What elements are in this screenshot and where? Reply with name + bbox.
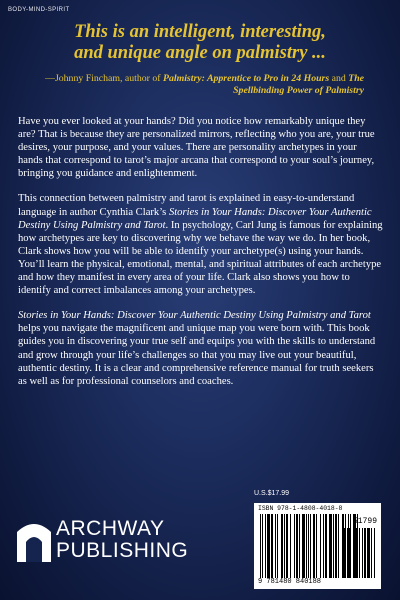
cover-footer: [0, 490, 400, 600]
publisher-subname: PUBLISHING: [56, 539, 189, 562]
attribution-joiner: and: [329, 73, 349, 84]
quote-line-2: and unique angle on palmistry ...: [74, 43, 326, 63]
paragraph-3-book-title: Stories in Your Hands: Discover Your Authentic Destiny Using Palmistry and Tarot: [18, 310, 371, 322]
barcode: [254, 503, 381, 589]
attribution-book-2: The Spellbinding Power of Palmistry: [233, 73, 364, 96]
isbn-text: ISBN 978-1-4808-4018-8: [258, 505, 343, 512]
quote-line-1: This is an intelligent, interesting,: [74, 22, 326, 42]
barcode-bars-icon: [254, 503, 381, 589]
paragraph-2-book-title: Stories in Your Hands: Discover Your Authentic Destiny Using Palmistry and Tarot: [18, 206, 372, 231]
description-body: [18, 115, 383, 400]
paragraph-2: [18, 192, 383, 297]
category-label: BODY-MIND-SPIRIT: [8, 7, 70, 13]
price-code-text: 51799: [352, 517, 377, 526]
attribution-book-1: Palmistry: Apprentice to Pro in 24 Hours: [162, 73, 330, 84]
paragraph-1: Have you ever looked at your hands? Did you notice how remarkably unique they are? That is because they are personalized mirrors, reflecting who you are, your true desires, your purpose, and your values. There are personality archetypes in your hands that correspond to tarot’s major arcana that correspond to your soul’s journey, bringing you guidance and enlightenment.: [18, 116, 375, 180]
paragraph-2-end: . In psychology, Carl Jung is famous for explaining how archetypes are key to discovering why we behave the way we do. In her book, Clark shows how you will be able to identify your archetype(s) using your hands. You’ll learn the physical, emotional, mental, and spiritual attributes of each archetype and how they manifest in every area of your life. Clark also shows you how to identify and correct imbalances among your archetypes.: [18, 219, 383, 297]
paragraph-3: [18, 309, 383, 388]
paragraph-3-end: helps you navigate the magnificent and unique map you were born with. This book guides you in discovering your true self and equips you with the skills to understand and grow through your life’s challenges so that you may live out your beautiful, authentic destiny. It is a clear and comprehensive reference manual for truth seekers as well as for professional counselors and coaches.: [18, 323, 376, 387]
publisher-name: ARCHWAY: [56, 517, 165, 540]
price-label: U.S.$17.99: [254, 490, 290, 497]
pull-quote: [0, 22, 400, 64]
paragraph-2-start: This connection between palmistry and tarot is explained in easy-to-understand language in author Cynthia Clark’s: [18, 193, 355, 218]
ean-number: 9 781480 840188: [258, 578, 322, 586]
quote-attribution: [44, 73, 364, 97]
publisher-logo-icon: [17, 520, 51, 562]
attribution-prefix: —Johnny Fincham, author of: [45, 73, 163, 84]
